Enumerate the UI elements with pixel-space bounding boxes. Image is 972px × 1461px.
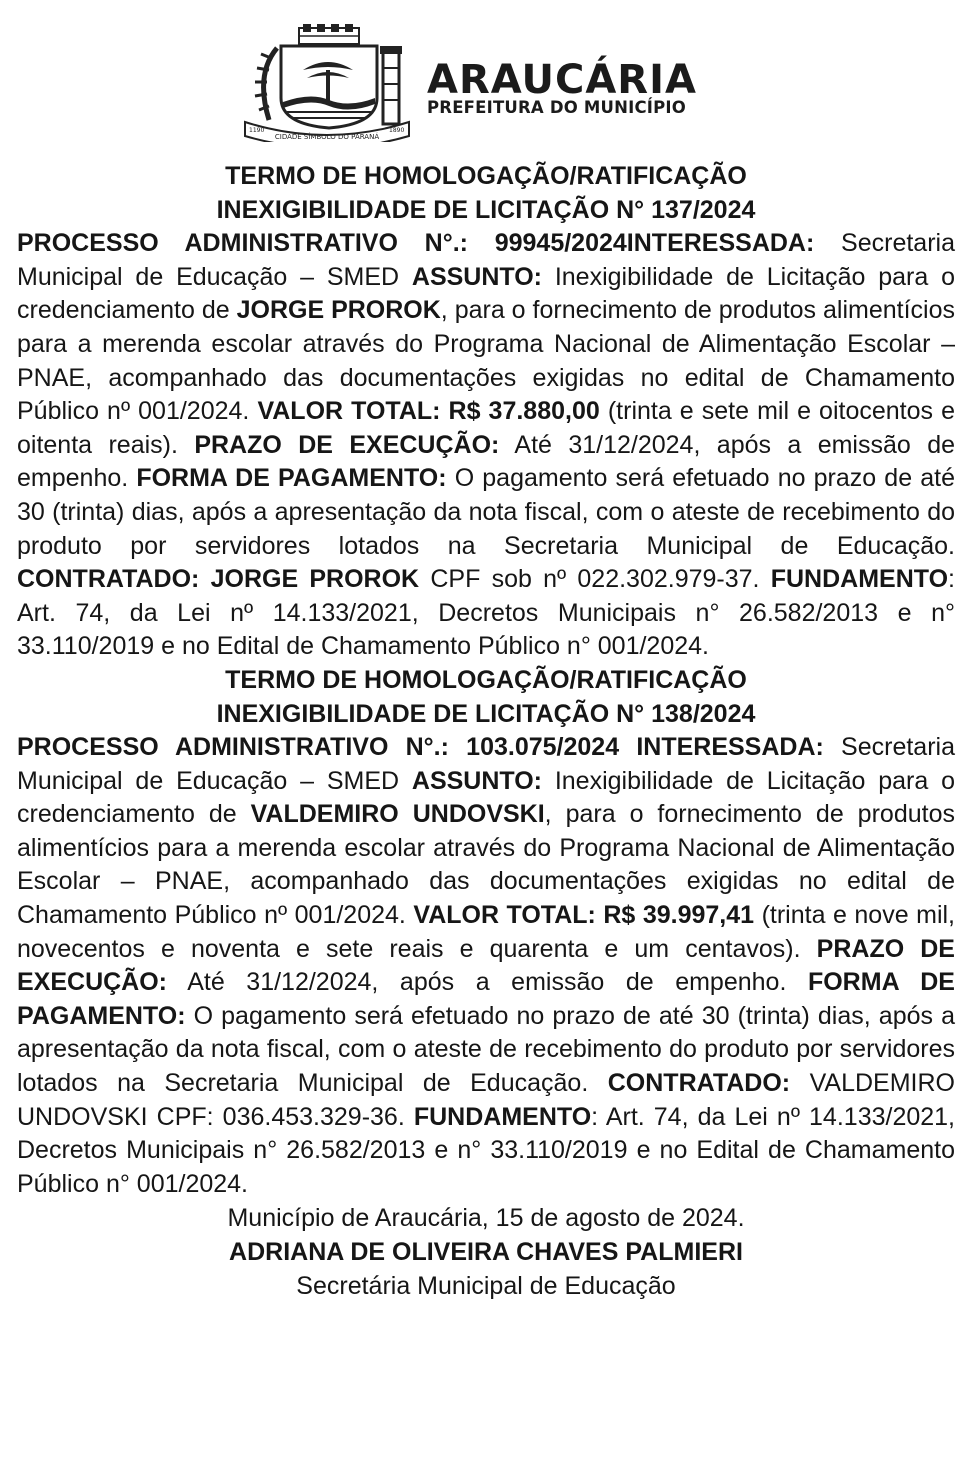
brand-block — [427, 57, 697, 117]
svg-text:1890: 1890 — [389, 127, 405, 134]
section-2-body — [17, 731, 955, 1201]
valor-label: VALOR TOTAL: R$ 37.880,00 — [257, 397, 600, 426]
valor-value: (trinta e sete mil e oitocentos e oitenta reais). — [17, 397, 955, 459]
section-2-title-line-1: TERMO DE HOMOLOGAÇÃO/RATIFICAÇÃO — [225, 665, 747, 694]
section-2-title-line-2: INEXIGIBILIDADE DE LICITAÇÃO N° 138/2024 — [216, 699, 756, 728]
assunto-value: Inexigibilidade de Licitação para o credenciamento de — [17, 766, 956, 829]
forma-label: FORMA DE PAGAMENTO: — [17, 968, 955, 1030]
fundamento-label: FUNDAMENTO — [770, 565, 949, 594]
forma-value: O pagamento será efetuado no prazo de até 30 (trinta) dias, após a apresentação da nota fiscal, com o ateste de recebimento do produto por servidores lotados na Secretaria Municipal de Educação. — [17, 464, 955, 560]
valor-value: (trinta e nove mil, novecentos e noventa e sete reais e quarenta e um centavos). — [17, 901, 955, 963]
contratado-value: CPF sob nº 022.302.979-37. — [419, 565, 771, 594]
assunto-label: ASSUNTO: — [411, 766, 542, 795]
assunto-value-cont: , para o fornecimento de produtos alimentícios para a merenda escolar através do Programa Nacional de Alimentação Escolar – PNAE, acompanhado das documentações exigidas no edital de Chamamento Público nº 001/2024. — [17, 296, 955, 426]
brand-subtitle: PREFEITURA DO MUNICÍPIO — [427, 98, 686, 117]
assunto-name: VALDEMIRO UNDOVSKI — [250, 800, 545, 829]
interessada-label: INTERESSADA: — [626, 229, 815, 258]
svg-text:CIDADE SÍMBOLO DO PARANÁ: CIDADE SÍMBOLO DO PARANÁ — [274, 133, 380, 141]
contratado-label: CONTRATADO: JORGE PROROK — [17, 565, 420, 594]
assunto-value: Inexigibilidade de Licitação para o credenciamento de — [17, 262, 956, 325]
svg-text:1190: 1190 — [249, 127, 265, 134]
fundamento-label: FUNDAMENTO — [413, 1102, 592, 1131]
forma-label: FORMA DE PAGAMENTO: — [136, 464, 447, 493]
interessada-value: Secretaria Municipal de Educação – SMED — [17, 733, 955, 795]
contratado-value: VALDEMIRO UNDOVSKI CPF: 036.453.329-36. — [17, 1069, 955, 1131]
place-date: Município de Araucária, 15 de agosto de 2024. — [227, 1204, 745, 1233]
assunto-value-cont: , para o fornecimento de produtos alimentícios para a merenda escolar através do Programa Nacional de Alimentação Escolar – PNAE, acompanhado das documentações exigidas no edital de Chamamento Público nº 001/2024. — [17, 800, 955, 930]
contratado-label: CONTRATADO: — [607, 1069, 791, 1098]
assunto-label: ASSUNTO: — [411, 262, 542, 291]
signer-name: ADRIANA DE OLIVEIRA CHAVES PALMIERI — [229, 1238, 743, 1267]
processo-label: PROCESSO ADMINISTRATIVO N°.: 103.075/2024 — [17, 733, 637, 762]
prazo-value: Até 31/12/2024, após a emissão de empenho. — [167, 968, 808, 997]
municipal-crest-logo — [241, 24, 413, 142]
processo-label: PROCESSO ADMINISTRATIVO N°.: 99945/2024 — [17, 229, 627, 258]
section-1-title-line-1: TERMO DE HOMOLOGAÇÃO/RATIFICAÇÃO — [225, 162, 747, 190]
assunto-name: JORGE PROROK — [236, 296, 441, 325]
section-1-body — [17, 227, 955, 664]
interessada-label: INTERESSADA: — [636, 733, 824, 762]
forma-value: O pagamento será efetuado no prazo de até 30 (trinta) dias, após a apresentação da nota fiscal, com o ateste de recebimento do produto por servidores lotados na Secretaria Municipal de Educação. — [17, 1001, 955, 1098]
fundamento-value: : Art. 74, da Lei nº 14.133/2021, Decretos Municipais n° 26.582/2013 e n° 33.110/2019 e no Edital de Chamamento Público n° 001/2024. — [17, 1102, 956, 1198]
prazo-label: PRAZO DE EXECUÇÃO: — [194, 430, 500, 459]
prazo-label: PRAZO DE EXECUÇÃO: — [17, 934, 955, 997]
fundamento-value: : Art. 74, da Lei nº 14.133/2021, Decretos Municipais n° 26.582/2013 e n° 33.110/2019 e no Edital de Chamamento Público n° 001/2024. — [17, 565, 955, 661]
signer-role: Secretária Municipal de Educação — [296, 1272, 676, 1301]
letterhead — [17, 0, 955, 160]
brand-name: ARAUCÁRIA — [427, 57, 697, 103]
prazo-value: Até 31/12/2024, após a emissão de empenho. — [17, 430, 955, 493]
section-1-title-line-2: INEXIGIBILIDADE DE LICITAÇÃO N° 137/2024 — [216, 195, 756, 224]
interessada-value: Secretaria Municipal de Educação – SMED — [17, 229, 955, 291]
valor-label: VALOR TOTAL: R$ 39.997,41 — [413, 901, 755, 930]
